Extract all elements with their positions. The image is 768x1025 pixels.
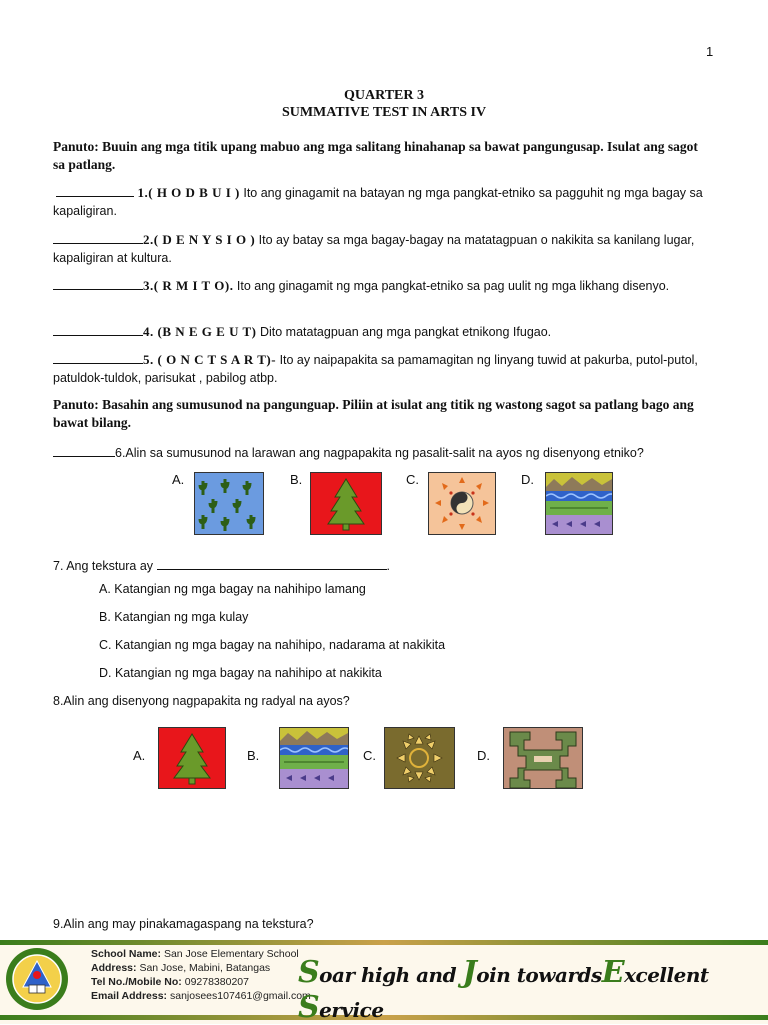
school-seal-icon xyxy=(5,947,69,1011)
item-4 xyxy=(53,322,713,341)
question-7: 7. Ang tekstura ay . xyxy=(53,556,390,573)
landscape-pattern-icon xyxy=(280,728,348,788)
address-line: Address: San Jose, Mabini, Batangas xyxy=(91,962,271,974)
footer-top-stripe xyxy=(0,940,768,945)
q6-option-b-pine-tree-image[interactable] xyxy=(310,472,382,535)
pine-tree-icon xyxy=(159,728,225,788)
answer-blank[interactable] xyxy=(53,276,143,290)
school-name-line: School Name: San Jose Elementary School xyxy=(91,948,299,960)
cactus-pattern-icon xyxy=(195,473,263,534)
item-text: Ito ang ginagamit ng mga pangkat-etniko sa pag uulit ng mga likhang disenyo. xyxy=(233,279,670,293)
test-title: SUMMATIVE TEST IN ARTS IV xyxy=(281,105,487,120)
item-label: 2.( D E N Y S I O ) xyxy=(143,232,256,247)
q8-option-c-radial-pattern-image[interactable] xyxy=(384,727,455,789)
item-text: Ito ang ginagamit na batayan ng mga pangkat-etniko sa pagguhit ng mga bagay sa kapaligiran. xyxy=(53,186,703,218)
item-label: 4. (B N E G E U T) xyxy=(143,324,257,339)
q8-option-c-label: C. xyxy=(363,748,376,763)
page-number: 1 xyxy=(706,44,714,59)
q6-option-b-label: B. xyxy=(290,472,303,487)
radial-pattern-icon xyxy=(385,728,454,788)
question-text: 7. Ang tekstura ay xyxy=(53,559,154,573)
item-text: Dito matatagpuan ang mga pangkat etnikong Ifugao. xyxy=(256,325,552,339)
q6-option-d-landscape-pattern-image[interactable] xyxy=(545,472,613,535)
q6-option-c-label: C. xyxy=(406,472,419,487)
item-2 xyxy=(53,230,713,267)
answer-blank[interactable] xyxy=(53,443,115,457)
q6-option-a-label: A. xyxy=(172,472,185,487)
item-text: Ito ay naipapakita sa pamamagitan ng linyang tuwid at pakurba, putol-putol, patuldok-tuldok, parisukat , pabilog atbp. xyxy=(53,353,698,385)
email-line: Email Address: sanjosees107461@gmail.com xyxy=(91,990,311,1002)
tel-line: Tel No./Mobile No: 09278380207 xyxy=(91,976,249,988)
footer-contact-info xyxy=(91,947,311,1003)
item-text: Ito ay batay sa mga bagay-bagay na matatagpuan o nakikita sa kanilang lugar, kapaligiran at kultura. xyxy=(53,233,695,265)
item-label: 5. ( O N C T S A R T)- xyxy=(143,352,277,367)
q6-option-d-label: D. xyxy=(521,472,534,487)
geometric-pattern-icon xyxy=(504,728,582,788)
q7-option-c[interactable]: C. Katangian ng mga bagay na nahihipo, nadarama at nakikita xyxy=(99,638,446,652)
q8-option-d-geometric-pattern-image[interactable] xyxy=(503,727,583,789)
sun-motif-icon xyxy=(429,473,495,534)
q7-option-d[interactable]: D. Katangian ng mga bagay na nahihipo at nakikita xyxy=(99,666,382,680)
q8-option-b-landscape-pattern-image[interactable] xyxy=(279,727,349,789)
school-motto: Soar high and Join towardsExcellent Service xyxy=(298,955,709,1025)
q8-option-a-label: A. xyxy=(133,748,146,763)
question-text: 6.Alin sa sumusunod na larawan ang nagpapakita ng pasalit-salit na ayos ng disenyong etniko? xyxy=(115,446,644,460)
answer-blank[interactable] xyxy=(53,350,143,364)
q8-option-b-label: B. xyxy=(247,748,260,763)
answer-blank[interactable] xyxy=(157,556,387,570)
landscape-pattern-icon xyxy=(546,473,612,534)
q8-option-d-label: D. xyxy=(477,748,490,763)
item-label: 1.( H O D B U I ) xyxy=(137,185,240,200)
answer-blank[interactable] xyxy=(56,183,134,197)
answer-blank[interactable] xyxy=(53,322,143,336)
item-5 xyxy=(53,350,713,387)
q7-option-a[interactable]: A. Katangian ng mga bagay na nahihipo lamang xyxy=(99,582,366,596)
item-label: 3.( R M I T O). xyxy=(143,278,234,293)
part2-instruction: Panuto: Basahin ang sumusunod na pangunguap. Piliin at isulat ang titik ng wastong sagot sa patlang bago ang bawat bilang. xyxy=(53,397,694,430)
question-6 xyxy=(53,443,644,460)
question-9: 9.Alin ang may pinakamagaspang na tekstura? xyxy=(53,917,314,931)
q8-option-a-pine-tree-image[interactable] xyxy=(158,727,226,789)
q6-option-c-sun-motif-image[interactable] xyxy=(428,472,496,535)
q6-option-a-cactus-pattern-image[interactable] xyxy=(194,472,264,535)
item-1 xyxy=(53,183,713,220)
part1-instruction: Panuto: Buuin ang mga titik upang mabuo ang mga salitang hinahanap sa bawat pangungusap. Isulat ang sagot sa patlang. xyxy=(53,139,698,172)
q7-option-b[interactable]: B. Katangian ng mga kulay xyxy=(99,610,249,624)
pine-tree-icon xyxy=(311,473,381,534)
quarter-title: QUARTER 3 xyxy=(343,88,424,103)
answer-blank[interactable] xyxy=(53,230,143,244)
item-3 xyxy=(53,276,713,295)
question-8: 8.Alin ang disenyong nagpapakita ng radyal na ayos? xyxy=(53,694,350,708)
